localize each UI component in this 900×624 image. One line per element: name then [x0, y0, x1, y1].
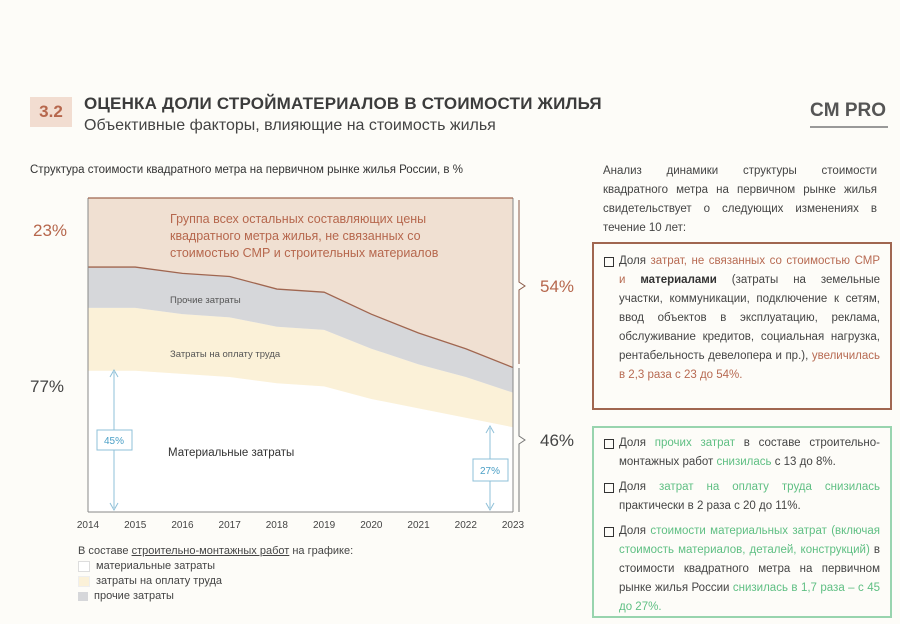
brand-logo: CM PRO: [810, 100, 886, 121]
legend-item-prochie: [78, 589, 353, 604]
highlight: прочих затрат: [654, 437, 735, 449]
x-tick-2019: 2019: [312, 520, 336, 531]
chart-caption: Структура стоимости квадратного метра на первичном рынке жилья России, в %: [30, 164, 463, 176]
finding-material: [604, 522, 880, 617]
highlight: снизилась в 1,7 раза – с 45 до 27%.: [619, 582, 880, 613]
analysis-intro: Анализ динамики структуры стоимости квадратного метра на первичном рынке жилья свидетельствует о следующих изменениях в течение 10 лет:: [603, 165, 877, 234]
legend-intro-suffix: на графике:: [289, 545, 354, 557]
finding-labor: [604, 478, 880, 516]
section-number: 3.2: [30, 97, 72, 127]
finding-prochie: [604, 434, 880, 472]
finding-other-costs: [604, 252, 880, 385]
x-tick-2022: 2022: [454, 520, 477, 531]
series-label-labor: Затраты на оплату труда: [170, 349, 281, 360]
highlight: затрат, не связанных со стоимостью СМР и: [619, 255, 880, 286]
brace-right-bottom: [519, 368, 525, 512]
legend-swatch-prochie: [78, 592, 88, 601]
highlight: снизилась: [716, 456, 772, 468]
x-tick-2021: 2021: [407, 520, 430, 531]
checkbox-icon: [604, 439, 614, 449]
emphasis: материалами: [640, 274, 717, 286]
brace-right-top: [519, 200, 525, 364]
badge-material-end-text: 27%: [479, 466, 501, 477]
finding-box-other-costs: [592, 242, 892, 410]
x-tick-2020: 2020: [360, 520, 383, 531]
logo-underline: [810, 126, 888, 128]
text: в стоимости квадратного метра на первичном рынке жилья России: [619, 544, 880, 594]
right-label-top: 54%: [540, 277, 575, 296]
highlight: затрат на оплату труда снизилась: [659, 481, 880, 493]
series-label-other-3: стоимостью СМР и строительных материалов: [170, 246, 439, 260]
badge-material-start-text: 45%: [103, 436, 125, 447]
x-tick-2023: 2023: [501, 520, 525, 531]
x-tick-2015: 2015: [124, 520, 147, 531]
text: с 13 до 8%.: [771, 456, 836, 468]
left-label-bottom: 77%: [30, 377, 65, 396]
text: практически в 2 раза с 20 до 11%.: [619, 500, 801, 512]
page-title: ОЦЕНКА ДОЛИ СТРОЙМАТЕРИАЛОВ В СТОИМОСТИ ЖИЛЬЯ: [84, 94, 602, 113]
text: Доля: [619, 255, 651, 267]
text: Доля: [619, 481, 660, 493]
checkbox-icon: [604, 527, 614, 537]
finding-box-smr: [592, 426, 892, 618]
legend-item-labor: [78, 574, 353, 589]
legend-label-material: материальные затраты: [96, 560, 216, 572]
chart-area: [0, 180, 590, 540]
right-label-bottom: 46%: [540, 431, 575, 450]
text: Доля: [619, 525, 651, 537]
checkbox-icon: [604, 257, 614, 267]
series-label-material: Материальные затраты: [168, 447, 295, 459]
chart-legend: [78, 544, 353, 604]
x-tick-2018: 2018: [265, 520, 289, 531]
highlight: стоимости материальных затрат (включая стоимость материалов, деталей, конструкций): [619, 525, 881, 556]
series-label-other-1: Группа всех остальных составляющих цены: [170, 212, 427, 226]
legend-label-prochie: прочие затраты: [94, 590, 174, 602]
highlight: увеличилась в 2,3 раза с 23 до 54%.: [619, 350, 880, 381]
text: Доля: [619, 437, 655, 449]
x-tick-2016: 2016: [171, 520, 194, 531]
legend-intro-link[interactable]: строительно-монтажных работ: [131, 545, 290, 557]
checkbox-icon: [604, 483, 614, 493]
series-label-prochie: Прочие затраты: [170, 295, 241, 306]
text: в составе строительно-монтажных работ: [619, 437, 881, 468]
x-tick-2017: 2017: [218, 520, 241, 531]
x-tick-2014: 2014: [76, 520, 100, 531]
legend-label-labor: затраты на оплату труда: [96, 575, 222, 587]
series-label-other-2: квадратного метра жилья, не связанных со: [170, 229, 421, 243]
legend-swatch-labor: [78, 576, 90, 587]
legend-item-material: [78, 559, 353, 574]
left-label-top: 23%: [33, 221, 68, 240]
page-subtitle: Объективные факторы, влияющие на стоимость жилья: [84, 117, 496, 134]
legend-intro: [78, 544, 353, 559]
text: (затраты на земельные участки, коммуникации, подключение к сетям, ввод объектов в эксплуатацию, реклама, обслуживание кредитов, социальная нагрузка, рентабельность девелопера и пр.),: [619, 274, 880, 362]
legend-swatch-material: [78, 561, 90, 572]
legend-intro-prefix: В составе: [78, 545, 132, 557]
